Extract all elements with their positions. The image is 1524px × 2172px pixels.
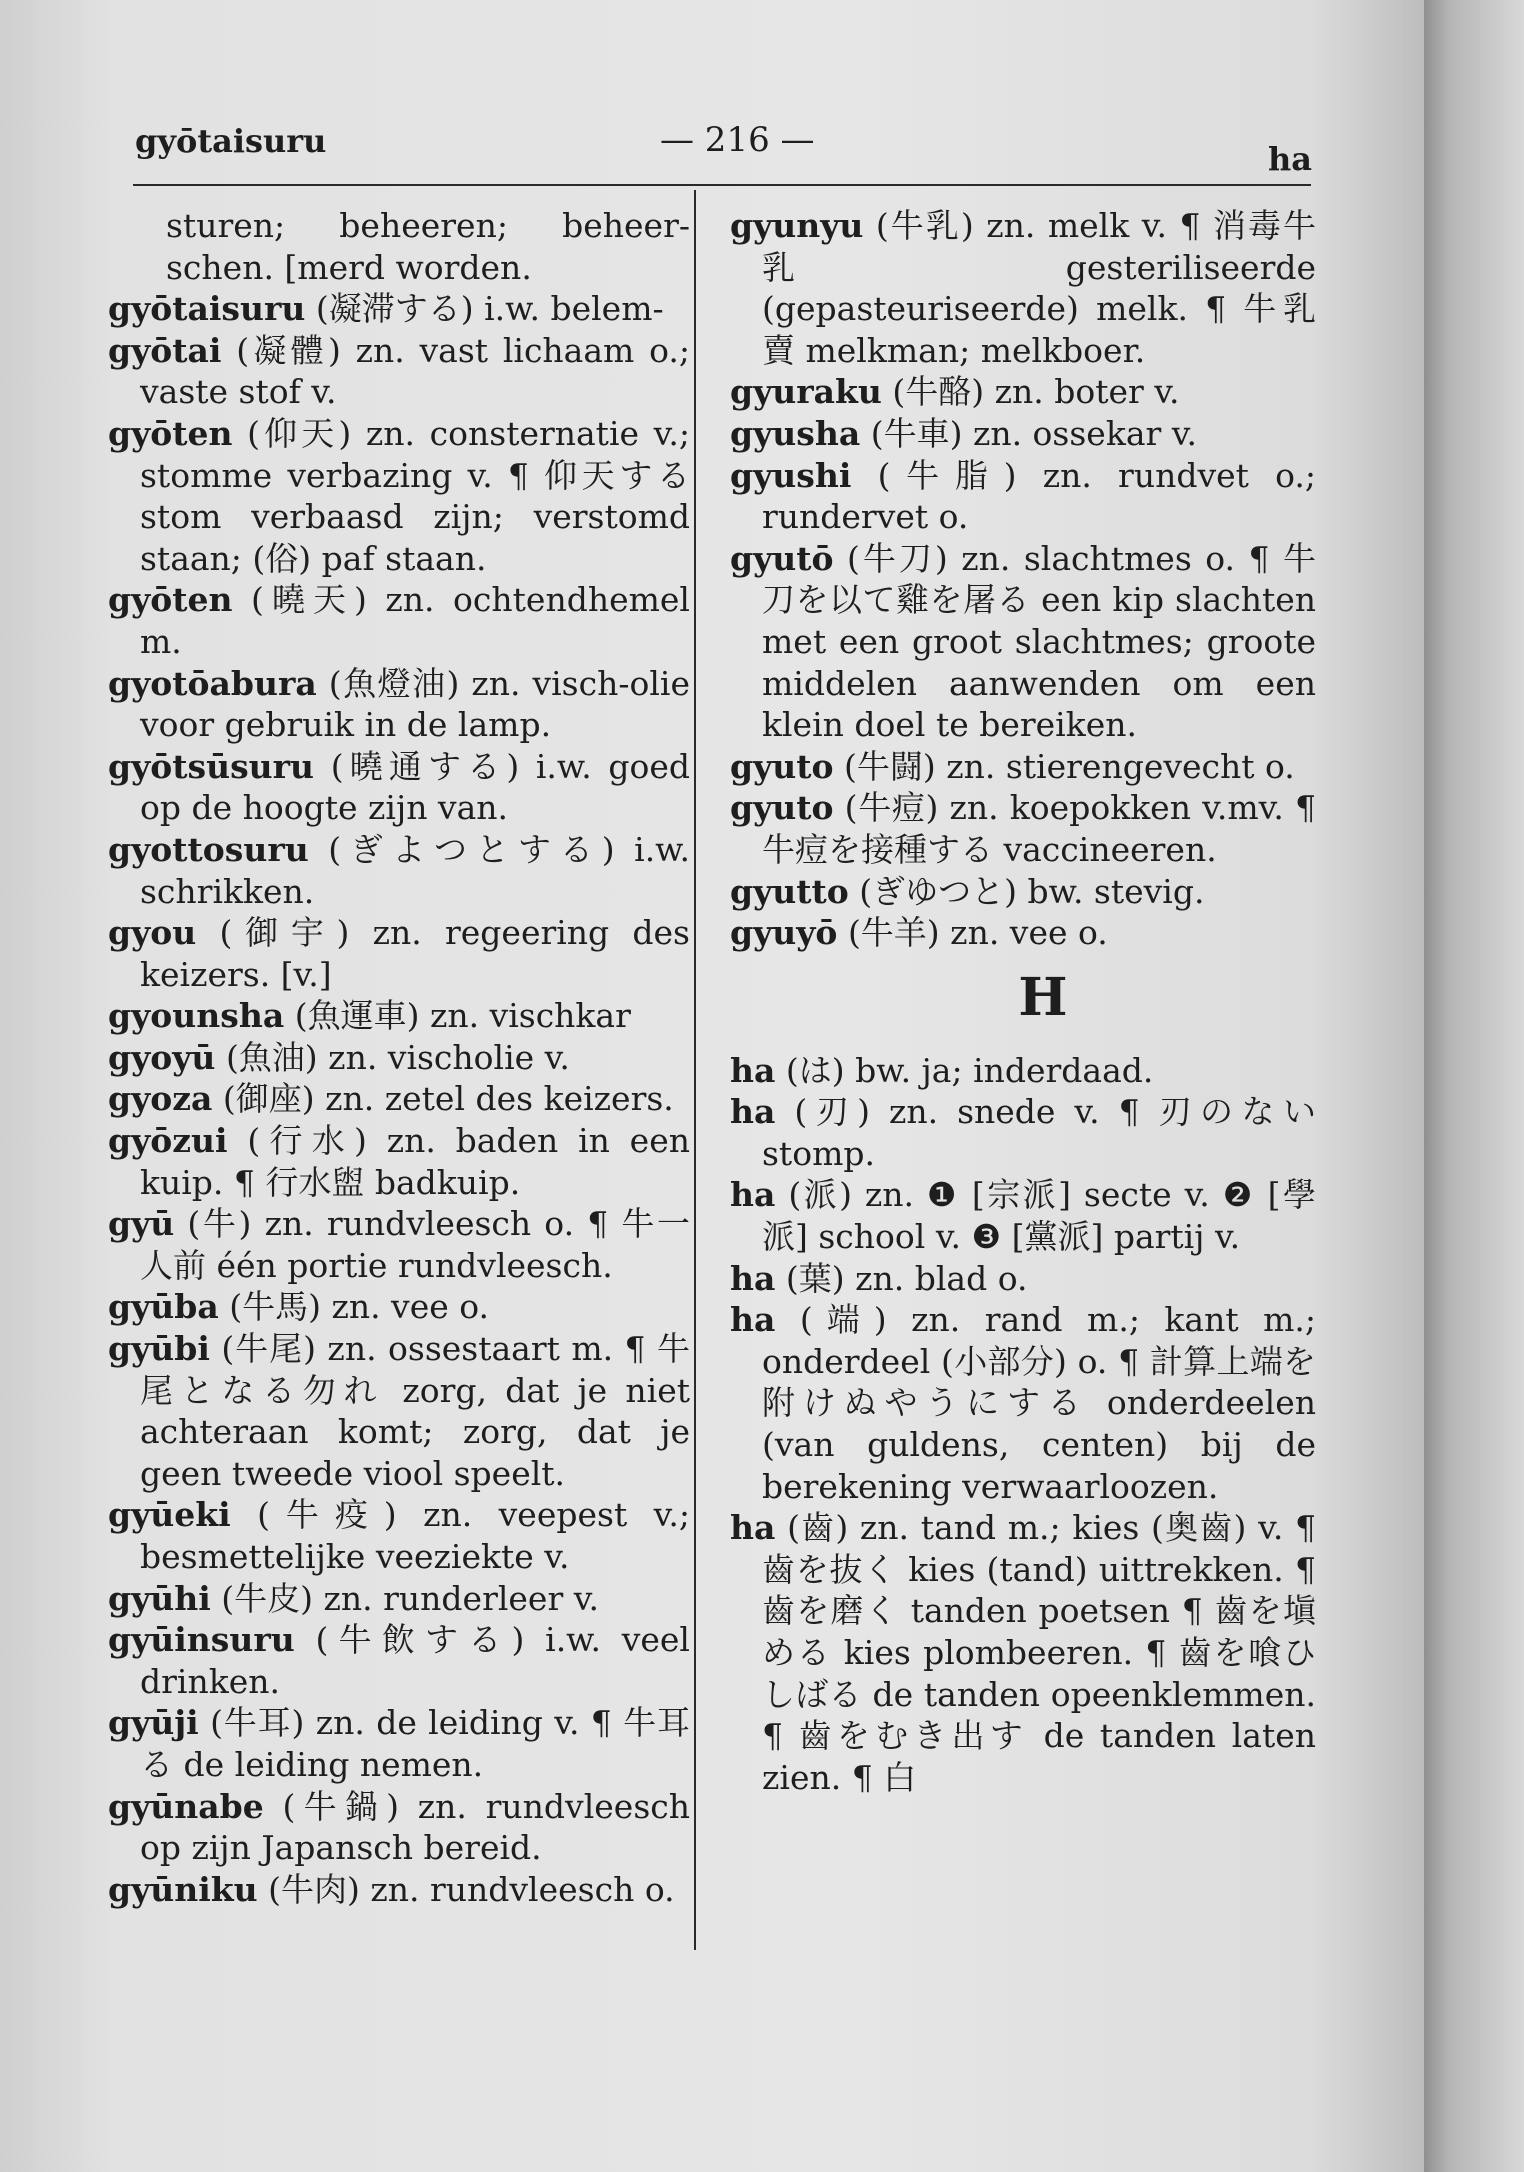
definition: (派) zn. ❶ [宗派] secte v. ❷ [學派] school v. ❸ [黨派] partij v. [762, 1175, 1316, 1257]
definition: (牛皮) zn. runderleer v. [221, 1578, 599, 1618]
headword: gyutō [730, 538, 834, 578]
definition: (牛痘) zn. koepokken v.mv. ¶ 牛痘を接種する vaccineeren. [762, 788, 1316, 869]
dictionary-entry [730, 205, 1316, 371]
dictionary-entry [108, 1328, 690, 1494]
headword: gyoza [108, 1079, 213, 1119]
dictionary-entry [108, 663, 690, 746]
definition: (ぎゆつと) bw. stevig. [859, 871, 1205, 911]
definition: (牛酪) zn. boter v. [892, 372, 1180, 412]
definition: (齒) zn. tand m.; kies (奥齒) v. ¶ 齒を抜く kies (tand) uittrekken. ¶ 齒を磨く tanden poetsen ¶ 齒を塡める kies plombeeren. ¶ 齒を喰ひしばる de tanden opeenklemmen. ¶ 齒をむき出す de tanden laten zien. ¶ 白 [762, 1508, 1316, 1797]
dictionary-entry [730, 538, 1316, 746]
column-divider [694, 190, 696, 1950]
definition: (牛肉) zn. rundvleesch o. [268, 1869, 675, 1909]
definition: (牛疫) zn. veepest v.; besmettelijke veeziekte v. [140, 1495, 690, 1576]
headword: ha [730, 1050, 776, 1090]
definition: (御座) zn. zetel des keizers. [222, 1079, 674, 1119]
definition: (仰天) zn. consternatie v.; stomme verbazing v. ¶ 仰天する stom verbaasd zijn; verstomd staan; (俗) paf staan. [140, 413, 690, 578]
dictionary-entry [108, 579, 690, 662]
dictionary-entry [108, 829, 690, 912]
dictionary-entry [730, 912, 1316, 954]
definition: (魚油) zn. vischolie v. [225, 1037, 570, 1077]
headword: gyuraku [730, 372, 882, 412]
headword: gyou [108, 913, 197, 953]
definition: (牛車) zn. ossekar v. [870, 413, 1197, 453]
headword: gyōtai [108, 330, 222, 370]
running-header [0, 118, 1424, 178]
headword: gyuto [730, 788, 834, 828]
dictionary-entry [730, 413, 1316, 455]
definition: (魚燈油) zn. visch-olie voor gebruik in de lamp. [140, 663, 690, 745]
headword: gyōtsūsuru [108, 746, 315, 786]
left-column [108, 205, 690, 1910]
dictionary-entry [108, 746, 690, 829]
headword: gyōzui [108, 1121, 228, 1161]
headword: ha [730, 1258, 776, 1298]
definition: (牛尾) zn. ossestaart m. ¶ 牛尾となる勿れ zorg, dat je niet achteraan komt; zorg, dat je geen tweede viool speelt. [140, 1329, 691, 1493]
dictionary-entry [108, 995, 690, 1037]
headword: gyōten [108, 413, 233, 453]
definition: (牛羊) zn. vee o. [847, 913, 1108, 953]
dictionary-entry [108, 1869, 690, 1911]
continued-text: sturen; beheeren; beheer-schen. [merd worden. [166, 206, 690, 287]
definition: (凝體) zn. vast lichaam o.; vaste stof v. [140, 330, 691, 412]
dictionary-entry [108, 1702, 690, 1785]
definition: (曉天) zn. ochtendhemel m. [140, 580, 690, 661]
dictionary-entry [730, 1258, 1316, 1300]
definition: (凝滞する) i.w. belem- [315, 289, 664, 329]
dictionary-entry [108, 288, 690, 330]
definition: (御宇) zn. regeering des keizers. [v.] [140, 913, 690, 994]
headword: gyūba [108, 1287, 219, 1327]
definition: (は) bw. ja; inderdaad. [785, 1050, 1154, 1090]
dictionary-entry [108, 1786, 690, 1869]
dictionary-entry [108, 330, 690, 413]
headword: gyusha [730, 413, 861, 453]
definition: (牛耳) zn. de leiding v. ¶ 牛耳る de leiding nemen. [140, 1703, 690, 1784]
headword: ha [730, 1300, 776, 1340]
definition: (牛闘) zn. stierengevecht o. [844, 746, 1295, 786]
headword: gyushi [730, 455, 852, 495]
headword: gyōten [108, 580, 233, 620]
headword: gyūnabe [108, 1786, 264, 1826]
page-number: — 216 — [660, 120, 815, 160]
dictionary-entry [108, 1078, 690, 1120]
header-rule [133, 184, 1311, 186]
definition: (牛飲する) i.w. veel drinken. [140, 1620, 690, 1701]
headword: ha [730, 1092, 776, 1132]
dictionary-entry [730, 1091, 1316, 1174]
headword: gyūhi [108, 1578, 211, 1618]
headword: gyotōabura [108, 663, 317, 703]
definition: (葉) zn. blad o. [785, 1258, 1028, 1298]
headword: gyūeki [108, 1495, 231, 1535]
definition: (魚運車) zn. vischkar [294, 996, 631, 1036]
dictionary-entry [108, 1619, 690, 1702]
book-edge [1424, 0, 1524, 2172]
definition: (牛馬) zn. vee o. [229, 1287, 490, 1327]
header-last-headword: ha [1268, 140, 1312, 178]
headword: ha [730, 1175, 776, 1215]
definition: (牛刀) zn. slachtmes o. ¶ 牛刀を以て雞を屠る een kip slachten met een groot slachtmes; groote middelen aanwenden om een klein doel te bereiken. [762, 538, 1316, 745]
dictionary-entry [108, 1203, 690, 1286]
dictionary-entry [730, 871, 1316, 913]
dictionary-entry [730, 1299, 1316, 1507]
dictionary-entry [108, 205, 690, 288]
headword: gyunyu [730, 206, 864, 245]
dictionary-entry [108, 912, 690, 995]
headword: gyuto [730, 746, 834, 786]
headword: gyūniku [108, 1869, 258, 1909]
headword: gyūinsuru [108, 1620, 295, 1660]
definition: (牛鍋) zn. rundvleesch op zijn Japansch bereid. [140, 1786, 690, 1868]
dictionary-entry [730, 455, 1316, 538]
headword: gyōtaisuru [108, 289, 306, 329]
dictionary-entry [108, 1037, 690, 1079]
headword: ha [730, 1508, 776, 1548]
headword: gyutto [730, 871, 849, 911]
dictionary-entry [730, 746, 1316, 788]
definition: (行水) zn. baden in een kuip. ¶ 行水盥 badkuip. [140, 1121, 690, 1202]
dictionary-entry [730, 1174, 1316, 1257]
headword: gyūbi [108, 1329, 210, 1369]
definition: (牛) zn. rundvleesch o. ¶ 牛一人前 één portie rundvleesch. [140, 1204, 690, 1285]
dictionary-entry [730, 1050, 1316, 1092]
dictionary-entry [108, 1578, 690, 1620]
definition: (刃) zn. snede v. ¶ 刃のない stomp. [762, 1092, 1316, 1173]
dictionary-entry [108, 1120, 690, 1203]
definition: (ぎよつとする) i.w. schrikken. [140, 829, 690, 911]
header-first-headword: gyōtaisuru [135, 122, 327, 160]
headword: gyuyō [730, 913, 838, 953]
definition: (曉通する) i.w. goed op de hoogte zijn van. [140, 746, 690, 828]
definition: (端) zn. rand m.; kant m.; onderdeel (小部分) o. ¶ 計算上端を附けぬやうにする onderdeelen (van guldens, centen) bij de berekening verwaarloozen. [762, 1300, 1317, 1506]
dictionary-entry [730, 1507, 1316, 1798]
headword: gyūji [108, 1703, 199, 1743]
dictionary-entry [108, 1286, 690, 1328]
dictionary-entry [108, 413, 690, 579]
definition: (牛乳) zn. melk v. ¶ 消毒牛乳 gesteriliseerde (gepasteuriseerde) melk. ¶ 牛乳賣 melkman; melkboer. [762, 206, 1316, 370]
dictionary-entry [730, 787, 1316, 870]
definition: (牛脂) zn. rundvet o.; rundervet o. [762, 455, 1316, 537]
headword: gyottosuru [108, 829, 309, 869]
dictionary-entry [730, 371, 1316, 413]
section-letter: H [1018, 966, 1068, 1028]
right-column [730, 205, 1316, 1798]
headword: gyū [108, 1204, 175, 1244]
dictionary-entry [108, 1494, 690, 1577]
headword: gyounsha [108, 996, 285, 1036]
headword: gyoyū [108, 1037, 216, 1077]
